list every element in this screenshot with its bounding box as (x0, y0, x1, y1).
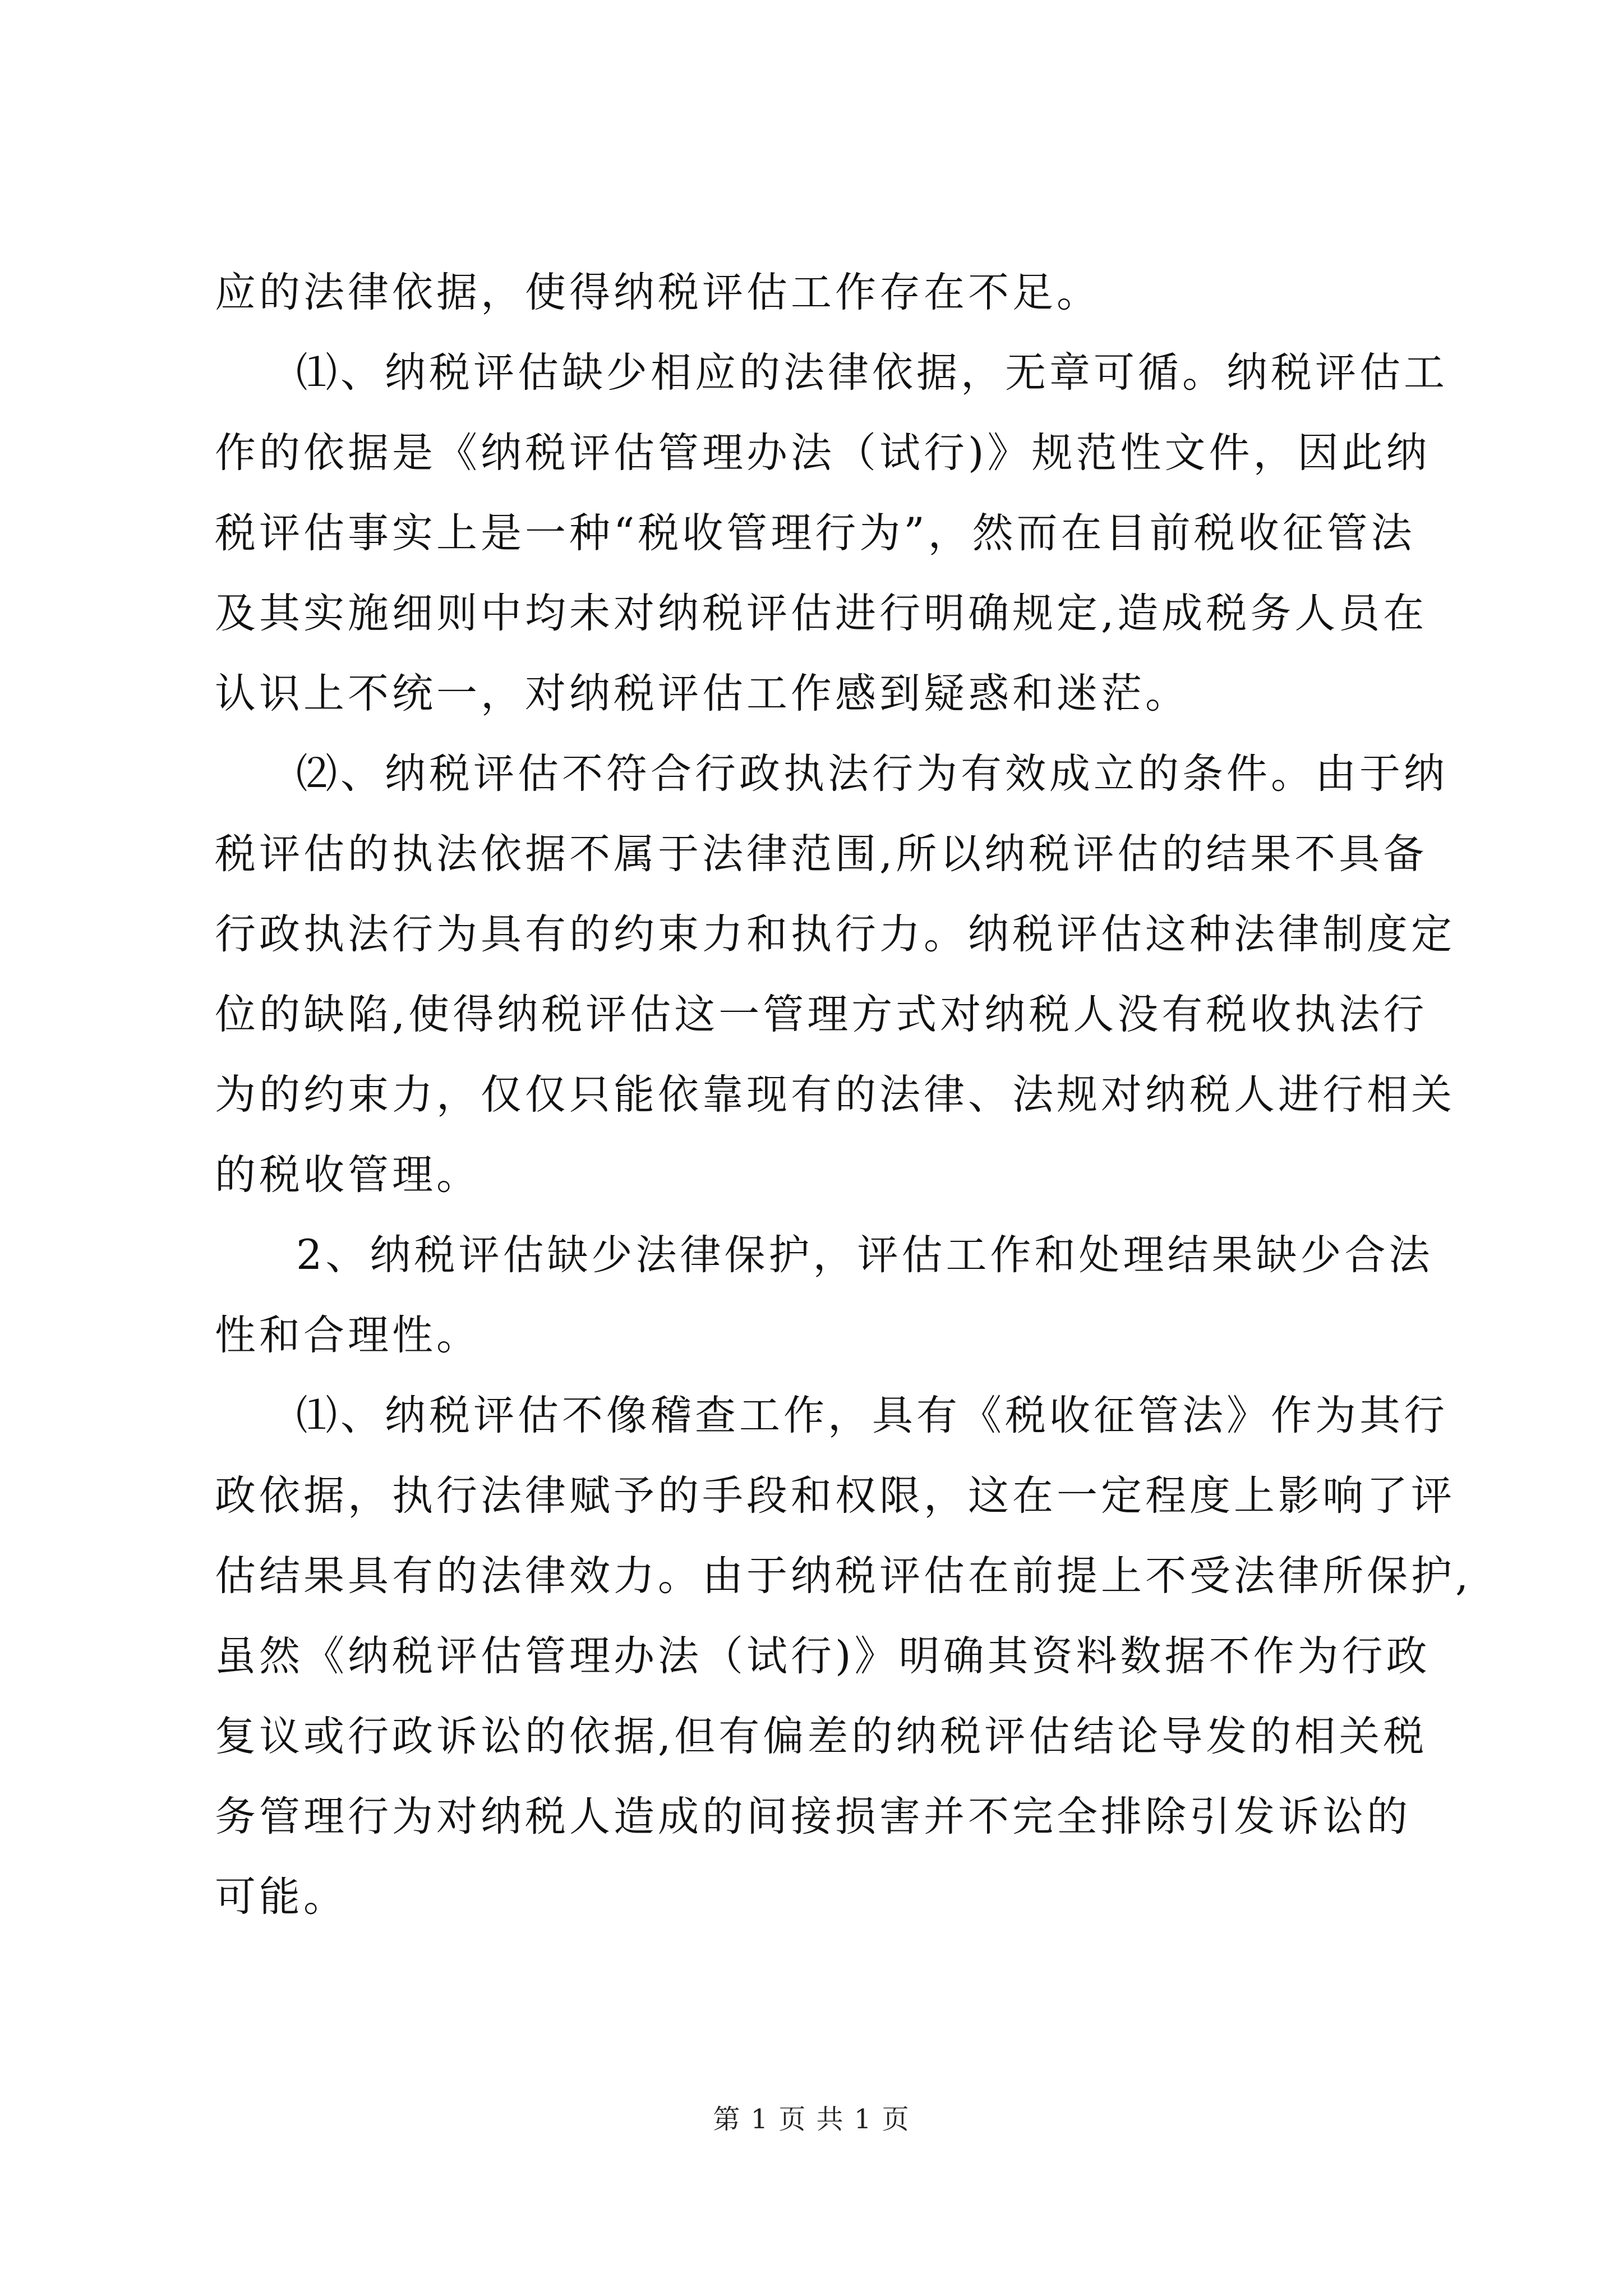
text-line: 位的缺陷,使得纳税评估这一管理方式对纳税人没有税收执法行 (215, 991, 1428, 1038)
text-line: ⑵、纳税评估不符合行政执法行为有效成立的条件。由于纳 (296, 750, 1448, 798)
text-line: 及其实施细则中均未对纳税评估进行明确规定,造成税务人员在 (215, 590, 1428, 637)
text-line: 复议或行政诉讼的依据,但有偏差的纳税评估结论导发的相关税 (215, 1713, 1428, 1760)
text-line: 可能。 (215, 1873, 348, 1921)
text-line: 行政执法行为具有的约束力和执行力。纳税评估这种法律制度定 (215, 910, 1455, 958)
text-line: 估结果具有的法律效力。由于纳税评估在前提上不受法律所保护, (215, 1552, 1472, 1600)
text-line: 2、纳税评估缺少法律保护，评估工作和处理结果缺少合法 (296, 1231, 1433, 1279)
text-line: ⑴、纳税评估不像稽查工作，具有《税收征管法》作为其行 (296, 1392, 1448, 1439)
text-line: 认识上不统一，对纳税评估工作感到疑惑和迷茫。 (215, 670, 1189, 717)
text-line: 政依据，执行法律赋予的手段和权限，这在一定程度上影响了评 (215, 1472, 1455, 1520)
text-line: 虽然《纳税评估管理办法（试行)》明确其资料数据不作为行政 (215, 1632, 1431, 1680)
text-line: ⑴、纳税评估缺少相应的法律依据，无章可循。纳税评估工 (296, 349, 1448, 397)
text-line: 性和合理性。 (215, 1312, 481, 1359)
page-number-footer: 第 1 页 共 1 页 (713, 2104, 910, 2135)
text-line: 作的依据是《纳税评估管理办法（试行)》规范性文件，因此纳 (215, 429, 1431, 477)
text-line: 税评估事实上是一种“税收管理行为”，然而在目前税收征管法 (215, 509, 1415, 557)
text-line: 应的法律依据，使得纳税评估工作存在不足。 (215, 269, 1101, 316)
text-line: 税评估的执法依据不属于法律范围,所以纳税评估的结果不具备 (215, 830, 1428, 878)
text-line: 的税收管理。 (215, 1151, 481, 1199)
text-line: 务管理行为对纳税人造成的间接损害并不完全排除引发诉讼的 (215, 1793, 1411, 1841)
text-line: 为的约束力，仅仅只能依靠现有的法律、法规对纳税人进行相关 (215, 1071, 1455, 1119)
